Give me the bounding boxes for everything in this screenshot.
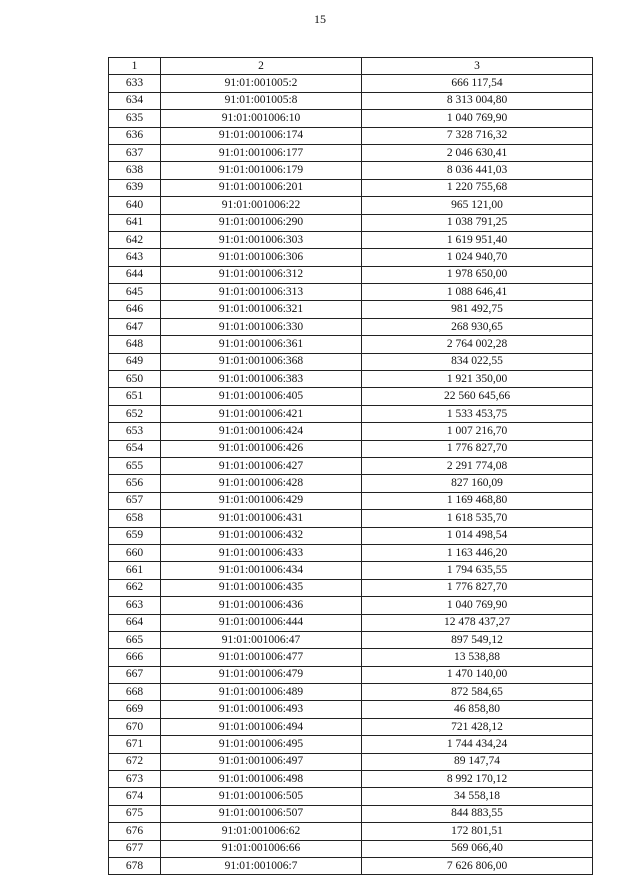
row-number-cell: 667 — [109, 666, 161, 683]
table-row — [109, 527, 593, 544]
cadastral-number-cell: 91:01:001006:479 — [161, 666, 362, 683]
table-row — [109, 162, 593, 179]
row-number-cell: 652 — [109, 405, 161, 422]
row-number-cell: 634 — [109, 92, 161, 109]
cadastral-number-cell: 91:01:001006:22 — [161, 197, 362, 214]
value-cell: 34 558,18 — [362, 788, 593, 805]
value-cell: 1 040 769,90 — [362, 110, 593, 127]
table-row — [109, 614, 593, 631]
table-row — [109, 597, 593, 614]
row-number-cell: 633 — [109, 75, 161, 92]
row-number-cell: 676 — [109, 823, 161, 840]
value-cell: 666 117,54 — [362, 75, 593, 92]
value-cell: 1 169 468,80 — [362, 492, 593, 509]
cadastral-number-cell: 91:01:001005:8 — [161, 92, 362, 109]
cadastral-number-cell: 91:01:001006:405 — [161, 388, 362, 405]
row-number-cell: 664 — [109, 614, 161, 631]
value-cell: 721 428,12 — [362, 718, 593, 735]
cadastral-number-cell: 91:01:001006:201 — [161, 179, 362, 196]
value-cell: 981 492,75 — [362, 301, 593, 318]
value-cell: 844 883,55 — [362, 805, 593, 822]
cadastral-number-cell: 91:01:001006:66 — [161, 840, 362, 857]
row-number-cell: 672 — [109, 753, 161, 770]
row-number-cell: 661 — [109, 562, 161, 579]
table-row — [109, 144, 593, 161]
cadastral-number-cell: 91:01:001006:493 — [161, 701, 362, 718]
table-row — [109, 231, 593, 248]
value-cell: 1 921 350,00 — [362, 371, 593, 388]
cadastral-number-cell: 91:01:001006:424 — [161, 423, 362, 440]
value-cell: 569 066,40 — [362, 840, 593, 857]
row-number-cell: 653 — [109, 423, 161, 440]
row-number-cell: 641 — [109, 214, 161, 231]
cadastral-number-cell: 91:01:001006:477 — [161, 649, 362, 666]
table-row — [109, 405, 593, 422]
value-cell: 172 801,51 — [362, 823, 593, 840]
row-number-cell: 645 — [109, 284, 161, 301]
table-row — [109, 197, 593, 214]
row-number-cell: 665 — [109, 631, 161, 648]
table-row — [109, 492, 593, 509]
cadastral-number-cell: 91:01:001006:330 — [161, 318, 362, 335]
cadastral-number-cell: 91:01:001006:312 — [161, 266, 362, 283]
value-cell: 1 533 453,75 — [362, 405, 593, 422]
cadastral-number-cell: 91:01:001006:426 — [161, 440, 362, 457]
cadastral-number-cell: 91:01:001006:489 — [161, 684, 362, 701]
cadastral-number-cell: 91:01:001006:62 — [161, 823, 362, 840]
value-cell: 1 007 216,70 — [362, 423, 593, 440]
table-row — [109, 353, 593, 370]
table-row — [109, 805, 593, 822]
row-number-cell: 660 — [109, 544, 161, 561]
row-number-cell: 678 — [109, 857, 161, 874]
table-row — [109, 510, 593, 527]
value-cell: 965 121,00 — [362, 197, 593, 214]
value-cell: 1 794 635,55 — [362, 562, 593, 579]
table-row — [109, 127, 593, 144]
value-cell: 12 478 437,27 — [362, 614, 593, 631]
value-cell: 1 776 827,70 — [362, 579, 593, 596]
value-cell: 1 024 940,70 — [362, 249, 593, 266]
row-number-cell: 643 — [109, 249, 161, 266]
table-row — [109, 75, 593, 92]
table-row — [109, 562, 593, 579]
cadastral-number-cell: 91:01:001006:421 — [161, 405, 362, 422]
table-row — [109, 440, 593, 457]
row-number-cell: 674 — [109, 788, 161, 805]
row-number-cell: 663 — [109, 597, 161, 614]
row-number-cell: 677 — [109, 840, 161, 857]
row-number-cell: 646 — [109, 301, 161, 318]
value-cell: 1 776 827,70 — [362, 440, 593, 457]
value-cell: 827 160,09 — [362, 475, 593, 492]
table-row — [109, 371, 593, 388]
table-row — [109, 544, 593, 561]
value-cell: 8 036 441,03 — [362, 162, 593, 179]
table-body — [109, 75, 593, 875]
table-row — [109, 788, 593, 805]
cadastral-number-cell: 91:01:001006:177 — [161, 144, 362, 161]
row-number-cell: 666 — [109, 649, 161, 666]
table-row — [109, 388, 593, 405]
value-cell: 872 584,65 — [362, 684, 593, 701]
row-number-cell: 642 — [109, 231, 161, 248]
cadastral-number-cell: 91:01:001006:47 — [161, 631, 362, 648]
cadastral-number-cell: 91:01:001006:435 — [161, 579, 362, 596]
table-row — [109, 266, 593, 283]
row-number-cell: 644 — [109, 266, 161, 283]
table-row — [109, 579, 593, 596]
cadastral-number-cell: 91:01:001006:174 — [161, 127, 362, 144]
value-cell: 1 038 791,25 — [362, 214, 593, 231]
cadastral-number-cell: 91:01:001006:7 — [161, 857, 362, 874]
table-row — [109, 684, 593, 701]
table-row — [109, 423, 593, 440]
cadastral-number-cell: 91:01:001006:494 — [161, 718, 362, 735]
row-number-cell: 647 — [109, 318, 161, 335]
cadastral-number-cell: 91:01:001006:290 — [161, 214, 362, 231]
value-cell: 1 220 755,68 — [362, 179, 593, 196]
value-cell: 1 618 535,70 — [362, 510, 593, 527]
row-number-cell: 657 — [109, 492, 161, 509]
table-row — [109, 736, 593, 753]
table-row — [109, 318, 593, 335]
table-row — [109, 857, 593, 874]
row-number-cell: 673 — [109, 771, 161, 788]
row-number-cell: 651 — [109, 388, 161, 405]
value-cell: 1 744 434,24 — [362, 736, 593, 753]
cadastral-number-cell: 91:01:001005:2 — [161, 75, 362, 92]
table-row — [109, 249, 593, 266]
value-cell: 7 626 806,00 — [362, 857, 593, 874]
cadastral-number-cell: 91:01:001006:361 — [161, 336, 362, 353]
value-cell: 268 930,65 — [362, 318, 593, 335]
cadastral-number-cell: 91:01:001006:498 — [161, 771, 362, 788]
cadastral-number-cell: 91:01:001006:428 — [161, 475, 362, 492]
value-cell: 8 313 004,80 — [362, 92, 593, 109]
table-row — [109, 666, 593, 683]
table-row — [109, 840, 593, 857]
row-number-cell: 648 — [109, 336, 161, 353]
table-row — [109, 718, 593, 735]
row-number-cell: 636 — [109, 127, 161, 144]
row-number-cell: 671 — [109, 736, 161, 753]
row-number-cell: 635 — [109, 110, 161, 127]
column-header: 3 — [362, 58, 593, 75]
table-row — [109, 301, 593, 318]
row-number-cell: 670 — [109, 718, 161, 735]
table-row — [109, 631, 593, 648]
cadastral-number-cell: 91:01:001006:368 — [161, 353, 362, 370]
cadastral-number-cell: 91:01:001006:306 — [161, 249, 362, 266]
value-cell: 1 470 140,00 — [362, 666, 593, 683]
value-cell: 1 088 646,41 — [362, 284, 593, 301]
cadastral-number-cell: 91:01:001006:497 — [161, 753, 362, 770]
cadastral-number-cell: 91:01:001006:444 — [161, 614, 362, 631]
value-cell: 1 163 446,20 — [362, 544, 593, 561]
table-row — [109, 771, 593, 788]
cadastral-number-cell: 91:01:001006:383 — [161, 371, 362, 388]
value-cell: 2 291 774,08 — [362, 457, 593, 474]
cadastral-number-cell: 91:01:001006:321 — [161, 301, 362, 318]
value-cell: 2 046 630,41 — [362, 144, 593, 161]
cadastral-number-cell: 91:01:001006:313 — [161, 284, 362, 301]
table-row — [109, 649, 593, 666]
table-row — [109, 457, 593, 474]
table-row — [109, 475, 593, 492]
value-cell: 89 147,74 — [362, 753, 593, 770]
value-cell: 897 549,12 — [362, 631, 593, 648]
page-number: 15 — [314, 12, 326, 26]
row-number-cell: 668 — [109, 684, 161, 701]
row-number-cell: 656 — [109, 475, 161, 492]
value-cell: 22 560 645,66 — [362, 388, 593, 405]
column-header: 2 — [161, 58, 362, 75]
row-number-cell: 637 — [109, 144, 161, 161]
row-number-cell: 649 — [109, 353, 161, 370]
column-header: 1 — [109, 58, 161, 75]
cadastral-number-cell: 91:01:001006:432 — [161, 527, 362, 544]
cadastral-number-cell: 91:01:001006:431 — [161, 510, 362, 527]
cadastral-number-cell: 91:01:001006:10 — [161, 110, 362, 127]
row-number-cell: 640 — [109, 197, 161, 214]
value-cell: 7 328 716,32 — [362, 127, 593, 144]
table-header-row — [109, 58, 593, 75]
cadastral-number-cell: 91:01:001006:495 — [161, 736, 362, 753]
row-number-cell: 675 — [109, 805, 161, 822]
cadastral-number-cell: 91:01:001006:303 — [161, 231, 362, 248]
cadastral-number-cell: 91:01:001006:427 — [161, 457, 362, 474]
table-row — [109, 179, 593, 196]
value-cell: 13 538,88 — [362, 649, 593, 666]
row-number-cell: 662 — [109, 579, 161, 596]
value-cell: 46 858,80 — [362, 701, 593, 718]
table-row — [109, 92, 593, 109]
cadastral-number-cell: 91:01:001006:505 — [161, 788, 362, 805]
row-number-cell: 669 — [109, 701, 161, 718]
cadastral-number-cell: 91:01:001006:507 — [161, 805, 362, 822]
row-number-cell: 654 — [109, 440, 161, 457]
value-cell: 1 014 498,54 — [362, 527, 593, 544]
cadastral-number-cell: 91:01:001006:433 — [161, 544, 362, 561]
row-number-cell: 659 — [109, 527, 161, 544]
table-row — [109, 214, 593, 231]
cadastral-number-cell: 91:01:001006:179 — [161, 162, 362, 179]
table-row — [109, 753, 593, 770]
row-number-cell: 658 — [109, 510, 161, 527]
row-number-cell: 650 — [109, 371, 161, 388]
data-table — [108, 57, 593, 875]
cadastral-number-cell: 91:01:001006:436 — [161, 597, 362, 614]
table-row — [109, 110, 593, 127]
table-row — [109, 284, 593, 301]
table-row — [109, 701, 593, 718]
value-cell: 1 619 951,40 — [362, 231, 593, 248]
value-cell: 1 040 769,90 — [362, 597, 593, 614]
table-row — [109, 823, 593, 840]
value-cell: 834 022,55 — [362, 353, 593, 370]
value-cell: 8 992 170,12 — [362, 771, 593, 788]
cadastral-number-cell: 91:01:001006:429 — [161, 492, 362, 509]
value-cell: 1 978 650,00 — [362, 266, 593, 283]
table-row — [109, 336, 593, 353]
row-number-cell: 655 — [109, 457, 161, 474]
value-cell: 2 764 002,28 — [362, 336, 593, 353]
cadastral-number-cell: 91:01:001006:434 — [161, 562, 362, 579]
row-number-cell: 639 — [109, 179, 161, 196]
row-number-cell: 638 — [109, 162, 161, 179]
